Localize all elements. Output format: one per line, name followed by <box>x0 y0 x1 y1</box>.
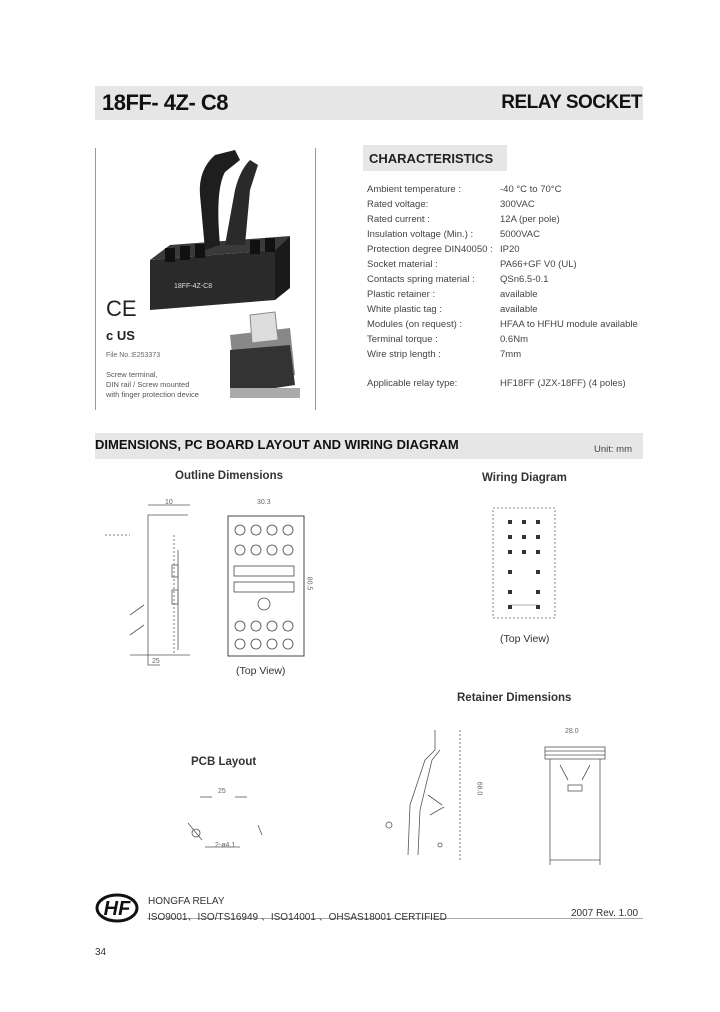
spec-label: Socket material : <box>367 259 438 270</box>
applicable-value: HF18FF (JZX-18FF) (4 poles) <box>500 378 626 389</box>
dim-30-3: 30.3 <box>257 499 271 506</box>
hongfa-logo-icon <box>95 893 139 923</box>
spec-label: Ambient temperature : <box>367 184 461 195</box>
spec-label: Wire strip length : <box>367 349 441 360</box>
outline-top-view-drawing <box>226 514 306 659</box>
spec-label: Contacts spring material : <box>367 274 475 285</box>
dimensions-title: DIMENSIONS, PC BOARD LAYOUT AND WIRING DIAGRAM <box>95 437 459 452</box>
svg-text:HF: HF <box>103 898 131 920</box>
spec-label: Rated voltage: <box>367 199 429 210</box>
spec-label: Protection degree DIN40050 : <box>367 244 493 255</box>
spec-value: 0.6Nm <box>500 334 528 345</box>
applicable-label: Applicable relay type: <box>367 378 458 389</box>
spec-value: PA66+GF V0 (UL) <box>500 259 577 270</box>
ce-mark-icon: CE <box>106 296 137 321</box>
product-type-title: RELAY SOCKET <box>501 92 642 113</box>
spec-label: Terminal torque : <box>367 334 438 345</box>
product-description <box>106 370 199 400</box>
model-title: 18FF- 4Z- C8 <box>102 90 229 115</box>
wiring-top-view-caption: (Top View) <box>500 633 550 645</box>
dim-68: 68.0 <box>475 781 483 796</box>
spec-label: White plastic tag : <box>367 304 442 315</box>
image-frame-left <box>95 148 96 410</box>
spec-value: available <box>500 289 538 300</box>
image-frame-right <box>315 148 316 410</box>
outline-top-view-caption: (Top View) <box>236 665 286 677</box>
page-number: 34 <box>95 947 107 958</box>
spec-value: IP20 <box>500 244 520 255</box>
socket-label: 18FF-4Z-C8 <box>174 283 213 290</box>
pcb-hole-dim: 2-ø4.1 <box>215 842 236 849</box>
file-number: File No.:E253373 <box>106 352 161 359</box>
spec-value: QSn6.5-0.1 <box>500 274 549 285</box>
spec-value: -40 °C to 70°C <box>500 184 562 195</box>
outline-title: Outline Dimensions <box>175 470 283 482</box>
certifications: ISO9001、ISO/TS16949 、ISO14001 、OHSAS18001 CERTIFIED <box>148 912 447 923</box>
dim-10: 10 <box>165 499 173 506</box>
desc-line: DIN rail / Screw mounted <box>106 380 190 389</box>
pcb-dim-25: 25 <box>218 788 226 795</box>
dim-28: 28.0 <box>565 728 579 735</box>
spec-value: available <box>500 304 538 315</box>
spec-value: 5000VAC <box>500 229 540 240</box>
revision: 2007 Rev. 1.00 <box>571 908 639 919</box>
dim-80-5: 80.5 <box>305 576 313 591</box>
wiring-title: Wiring Diagram <box>482 472 567 484</box>
pcb-title: PCB Layout <box>191 756 257 768</box>
wiring-diagram-drawing <box>490 505 560 625</box>
dim-25: 25 <box>152 658 160 665</box>
characteristics-title: CHARACTERISTICS <box>369 151 494 166</box>
spec-value: 300VAC <box>500 199 535 210</box>
retainer-title: Retainer Dimensions <box>457 692 572 704</box>
retainer-side-drawing <box>380 725 483 870</box>
company-name: HONGFA RELAY <box>148 896 225 907</box>
desc-line: Screw terminal, <box>106 370 158 379</box>
spec-label: Plastic retainer : <box>367 289 436 300</box>
desc-line: with finger protection device <box>106 390 199 399</box>
spec-value: 7mm <box>500 349 522 360</box>
outline-side-view-drawing <box>100 495 220 675</box>
spec-value: HFAA to HFHU module available <box>500 319 638 330</box>
ul-mark-icon: c US <box>106 328 135 343</box>
spec-label: Modules (on request) : <box>367 319 463 330</box>
unit-label: Unit: mm <box>594 444 632 455</box>
spec-value: 12A (per pole) <box>500 214 560 225</box>
spec-label: Insulation voltage (Min.) : <box>367 229 474 240</box>
spec-label: Rated current : <box>367 214 430 225</box>
retainer-front-drawing <box>540 725 610 870</box>
